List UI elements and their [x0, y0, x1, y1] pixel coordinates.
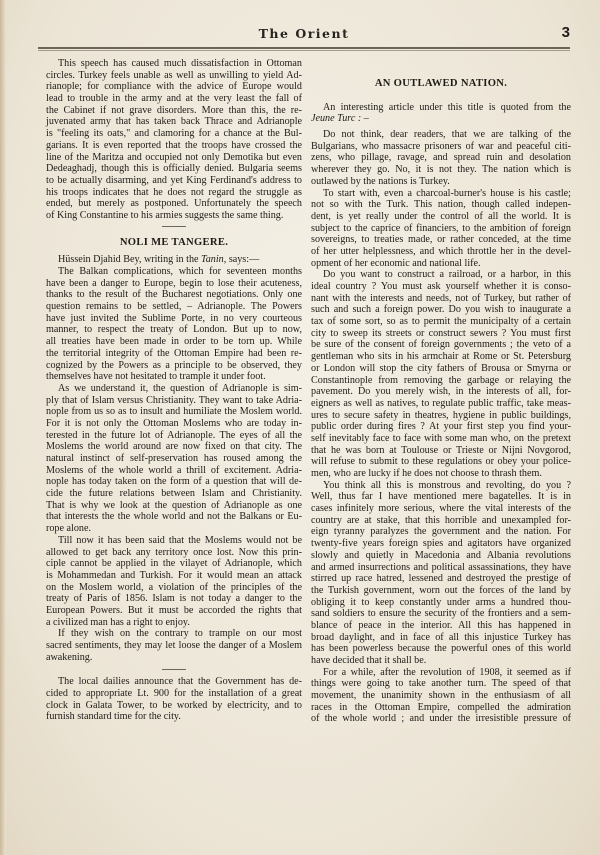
text-line: twenty-five years foreign spies and agitators have organized	[311, 538, 571, 550]
text-line: That is why we look at the question of Adrianople as one	[46, 499, 302, 511]
text-line: gentleman who sits in his armchair at Rome or St. Petersburg	[311, 351, 571, 363]
text-line: clock in Galata Tower, to be worked by electricity, and to	[46, 699, 302, 711]
source-name: Tanin	[201, 254, 224, 266]
text-line: line of the Maritza and occupied not only Demotika but even	[46, 151, 302, 163]
text-line: rope alone.	[46, 523, 91, 535]
text-line: Bulgarians, who massacre prisoners of war and peaceful citi-	[311, 140, 571, 152]
header-rule	[38, 47, 570, 49]
text-line: For it is not only the Ottoman Moslems who are today in-	[46, 417, 302, 429]
text-line: the territorial integrity of the Ottoman Empire had been re-	[46, 347, 302, 359]
running-header	[38, 24, 570, 46]
text-line: have been a danger to Europe, begin to lose their acuteness,	[46, 277, 302, 289]
text-line: all treaties have been made in order to be torn up. While	[46, 336, 302, 348]
text-line: such and such a foreign power. Do you wish to inaugurate a	[311, 304, 571, 316]
text-line: ures to secure safety in theatres, hygiene in public buildings,	[311, 409, 571, 421]
text-line: has been powerless because the powerful ones of this world	[311, 643, 571, 655]
article-intro: An interesting article under this title is quoted from the	[323, 101, 571, 113]
text-line: eign tyranny paralyzes the government and the nation. For	[311, 526, 571, 538]
text-line: stirred up race hatred, lessened and destroyed the prestige of	[311, 573, 571, 585]
paragraph	[46, 58, 302, 222]
text-line: of King Constantine to his armies suggests the same thing.	[46, 209, 284, 221]
paragraph	[46, 266, 302, 383]
text-line: is "feeling its oats," and clamoring for a chance at the Bul-	[46, 128, 302, 140]
text-line: Do not think, dear readers, that we are talking of the	[323, 129, 571, 141]
text-line: rianople; for compliance with the advice of Europe would	[46, 81, 302, 93]
text-line: nople has today taken on the form of a question that will de-	[46, 476, 302, 488]
text-line: eigners as well as natives, to regulate public traffic, take meas-	[311, 397, 571, 409]
text-line: cognized by the Powers as a principle to be observed, they	[46, 359, 302, 371]
text-line: You think all this is monstrous and revolting, do you ?	[323, 479, 571, 491]
paragraph	[311, 129, 571, 187]
text-line: will refuse to submit to these regulations or obey your police-	[311, 456, 571, 468]
text-line: is Mohammedan and Turkish. For it would mean an attack	[46, 569, 302, 581]
text-line: European Powers. But it must be accorded the rights that	[46, 604, 302, 616]
source-name: Jeune Turc : –	[311, 113, 369, 125]
text-line: Till now it has been said that the Moslems would not be	[58, 534, 302, 546]
text-line: ideal country ? You must ask yourself whether it is conso-	[311, 281, 571, 292]
text-line: nople from us so as to insult and humiliate the Moslem world.	[46, 406, 302, 418]
header-rule-thin	[38, 50, 570, 51]
text-line: awakening.	[46, 651, 93, 663]
text-line: subject to the caprice of financiers, to the ambition of foreign	[311, 222, 571, 234]
text-line: public order during fires ? At your first step you find your-	[311, 421, 571, 433]
text-line: have just invited the Sublime Porte, in no very courteous	[46, 312, 302, 324]
text-line: ended, but merely as postponed. Unfortunately the speech	[46, 198, 302, 210]
text-line: Constantinople from removing the garbage or relaying the	[311, 374, 571, 386]
text-line: that interests the the whole world and not the Balkans or Eu-	[46, 511, 302, 523]
text-line: wherever they go. No, it is not they. The nation which is	[311, 164, 571, 176]
text-line: to be actually disarming, and yet King Ferdinand's address to	[46, 174, 302, 186]
text-line: pavement. Do you merely wish, in the interests of all, for-	[311, 386, 571, 398]
text-line: The local dailies announce that the Government has de-	[58, 676, 302, 688]
text-line: that he was born at Toulouse or Trieste or Nijni Novgorod,	[311, 444, 571, 456]
text-line: country are at stake, that this horrible and unexampled for-	[311, 514, 571, 526]
page-number: 3	[561, 24, 570, 41]
text-line: To start with, even a charcoal-burner's house is his castle;	[323, 187, 571, 199]
text-line: the Cabinet if not grave disorders. More than this, the re-	[46, 104, 302, 116]
text-line: Well, thus far I have mentioned mere bagatelles. It is in	[311, 491, 571, 503]
text-line: thanks to the result of the Bucharest negotiations. Only one	[46, 289, 302, 301]
text-line: For a while, after the revolution of 1908, it seemed as if	[323, 666, 571, 678]
text-line: and armed insurrections and political assassinations, they have	[311, 561, 571, 573]
paragraph	[311, 667, 571, 725]
text-line: nant with the interests and needs, not of Turkey, but rather of	[311, 292, 571, 304]
binding-edge	[0, 0, 6, 855]
text-line: Moslems the world around are now fixed on that city. The	[46, 441, 302, 453]
text-line: city to sweep its streets or construct sewers ? You must first	[311, 327, 571, 339]
text-line: things were going to take another turn. The speed of that	[311, 678, 571, 690]
text-line: terested in the future lot of Adrianople. The eyes of all the	[46, 429, 302, 441]
text-line: of the whole world ; and under the irresistible pressure of	[311, 713, 571, 725]
text-line: men, who are lucky if he does not choose to thrash them.	[311, 468, 542, 479]
text-line: zens, who pillage, ravage, and spread ruin and desolation	[311, 152, 571, 164]
text-line: blance of peace in the interior. All this has happened in	[311, 619, 571, 631]
paragraph	[46, 628, 302, 663]
text-line: cases infinitely more serious, where the vital interests of the	[311, 503, 571, 515]
text-line: tax of some sort, so as to permit the municipalty of a certain	[311, 316, 571, 328]
paragraph	[311, 269, 571, 479]
text-line: If they wish on the contrary to trample on our most	[58, 628, 302, 640]
text-line: slowly and quietly in Macedonia and Albania revolutions	[311, 549, 571, 561]
article-heading-outlawed-nation: AN OUTLAWED NATION.	[374, 78, 508, 89]
text-line: lead to trouble in the army and at the very least the fall of	[46, 93, 302, 105]
text-line: cided to appropriate Lt. 900 for the installation of a great	[46, 688, 302, 700]
text-line: sovereigns, to treaties made, or rather conceded, at the time	[311, 234, 571, 246]
masthead-title: The Orient	[258, 26, 350, 41]
text-line: cide the future relations between Islam and Christianity.	[46, 488, 302, 500]
text-line: allowed to get back any territory once lost. Now this prin-	[46, 546, 302, 558]
paragraph	[46, 676, 302, 723]
text-line: natural instinct of self-preservation has roused among the	[46, 453, 302, 464]
article-intro: Hüssein Djahid Bey, writing in the Tanin, says:—	[58, 254, 260, 266]
text-line: broad daylight, and in face of all this injustice Turkey has	[311, 631, 571, 643]
text-line: garians. It is even reported that the troops have crossed the	[46, 139, 302, 151]
text-line: races in the Ottoman Empire, compelled the admiration	[311, 701, 571, 713]
text-line: furnish standard time for the city.	[46, 711, 181, 723]
text-line: obliging it to keep constantly under arms a hundred thou-	[311, 596, 571, 608]
text-line: his troops indicates that he does not regard the struggle as	[46, 186, 302, 198]
text-line: be sure of the consent of foreign governments ; the veto of a	[311, 339, 571, 351]
text-line: manner, to respect the treaty of London. But up to now,	[46, 324, 302, 336]
paragraph	[46, 535, 302, 629]
text-line: opment of her economic and national life.	[311, 257, 481, 269]
article-heading-noli-me-tangere: NOLI ME TANGERE.	[119, 236, 229, 248]
text-line: a civilized man has a right to enjoy.	[46, 616, 190, 628]
text-line: ciple cannot be applied in the vilayet of Adrianople, which	[46, 558, 302, 570]
text-line: of her utter helplessness, and which throttle her in the devel-	[311, 245, 571, 257]
text-line: circles. Turkey feels unable as well as unwilling to yield Ad-	[46, 69, 302, 81]
text-line: This speech has caused much dissatisfaction in Ottoman	[58, 58, 302, 69]
text-line: ply that of Islam versus Christianity. They want to take Adria-	[46, 394, 302, 406]
text-line: dent, is yet really under the control of all the world. It is	[311, 210, 571, 222]
text-line: themselves have not hesitated to trample it under foot.	[46, 371, 266, 383]
text-line: Dedeaghadj, though this is officially denied. Bulgaria seems	[46, 163, 302, 175]
text-line: The Balkan complications, which for seventeen months	[58, 266, 302, 277]
text-line: movement, the unanimity shown in the enthusiasm of all	[311, 690, 571, 702]
text-line: question remains to be settled, – Adrianople. The Powers	[46, 301, 302, 313]
text-line: the Turkish government, worn out the forces of the land by	[311, 584, 571, 596]
text-line: self inevitably face to face with some man who, on the pretext	[311, 432, 571, 444]
text-line: outlawed by the nations is Turkey.	[311, 175, 450, 187]
text-line: not so with the Turk. This nation, though called indepen-	[311, 199, 571, 211]
text-line: sand soldiers to ensure the security of the frontiers and a sem-	[311, 608, 571, 620]
paragraph	[311, 480, 571, 667]
text-line: sacred sentiments, they may let loose the danger of a Moslem	[46, 640, 302, 651]
left-column	[46, 58, 302, 723]
text-line: As we understand it, the question of Adrianople is sim-	[58, 382, 302, 394]
text-line: on the Moslem world, a violation of the principles of the	[46, 581, 302, 593]
paragraph	[311, 188, 571, 270]
right-column	[311, 78, 571, 725]
text-line: Do you want to construct a railroad, or a harbor, in this	[323, 269, 571, 281]
text-line: or London will stop the city fathers of Brousa or Smyrna or	[311, 362, 571, 374]
text-line: have decided that it shall be.	[311, 655, 427, 666]
text-line: Moslems of the whole world a thrill of excitement. Adria-	[46, 464, 302, 476]
text-line: juvenated army that has taken back Thrace and Adrianople	[46, 116, 302, 128]
paragraph	[46, 383, 302, 535]
text-line: treaty of Paris of 1856. Islam is not today a danger to the	[46, 593, 302, 605]
